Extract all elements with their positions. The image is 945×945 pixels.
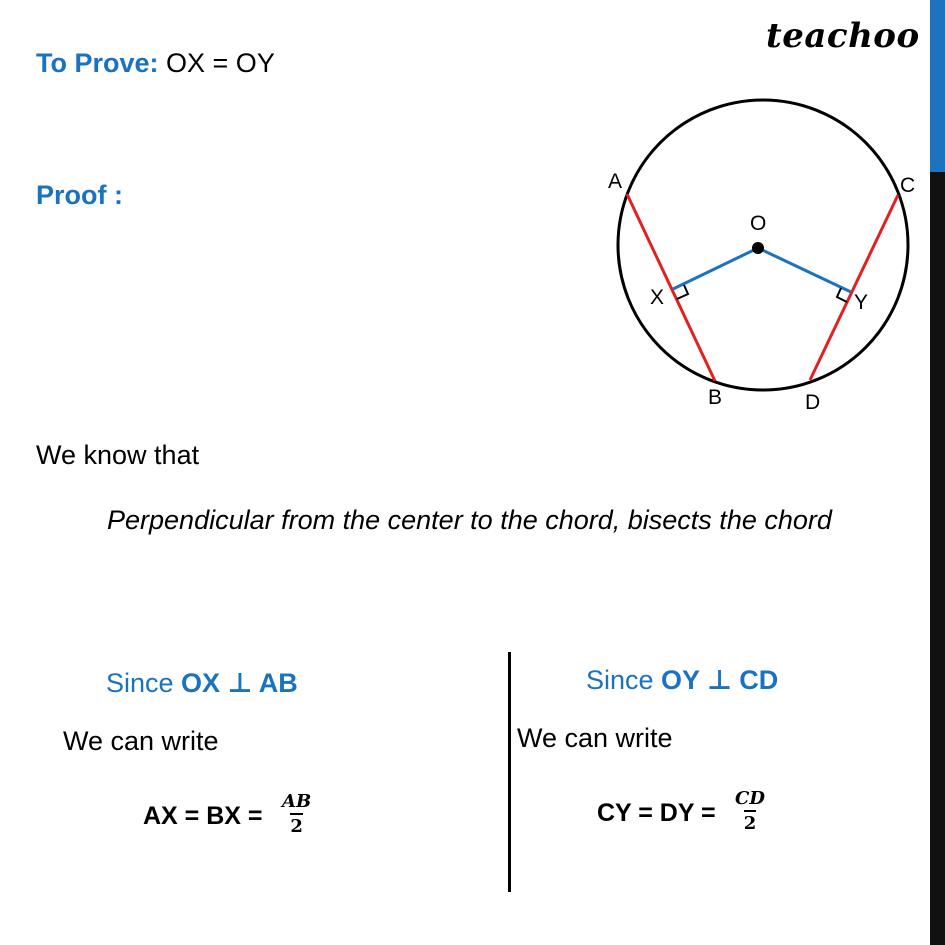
we-know-text: We know that [36, 440, 200, 470]
perpendicular-oy [758, 248, 851, 292]
label-o: O [750, 212, 767, 235]
left-fraction [282, 792, 311, 837]
right-fraction [735, 789, 765, 834]
label-d: D [805, 391, 821, 414]
left-we-can-write: We can write [63, 726, 219, 756]
right-since-line [586, 665, 778, 696]
column-divider [508, 652, 511, 892]
label-c: C [900, 174, 916, 197]
right-fraction-numerator: CD [735, 788, 765, 809]
right-fraction-denominator: 2 [744, 810, 757, 834]
circle-diagram [560, 90, 930, 430]
theorem-text: Perpendicular from the center to the chord, bisects the chord [107, 505, 832, 535]
right-since-prefix: Since [586, 665, 662, 695]
label-y: Y [854, 291, 869, 314]
label-x: X [650, 286, 665, 309]
left-since-line [106, 668, 298, 699]
chord-cd [810, 195, 898, 380]
left-equation: AX = BX = [143, 802, 263, 830]
to-prove-label: To Prove: [36, 48, 159, 78]
left-since-condition: OX ⊥ AB [181, 668, 298, 698]
scrollbar-thumb[interactable] [930, 0, 945, 172]
right-we-can-write: We can write [517, 723, 673, 753]
chord-ab [627, 194, 715, 381]
scrollbar[interactable] [930, 0, 945, 945]
label-b: B [708, 386, 723, 409]
left-since-prefix: Since [106, 668, 182, 698]
left-fraction-denominator: 2 [290, 813, 303, 837]
label-a: A [608, 170, 623, 193]
proof-label: Proof : [36, 180, 123, 210]
right-equation: CY = DY = [597, 799, 716, 827]
center-point [752, 242, 764, 254]
right-since-condition: OY ⊥ CD [661, 665, 779, 695]
perpendicular-ox [673, 248, 758, 289]
to-prove-line [36, 48, 275, 79]
left-fraction-numerator: AB [282, 791, 312, 812]
teachoo-logo: teachoo [766, 16, 920, 56]
to-prove-statement: OX = OY [166, 48, 275, 78]
